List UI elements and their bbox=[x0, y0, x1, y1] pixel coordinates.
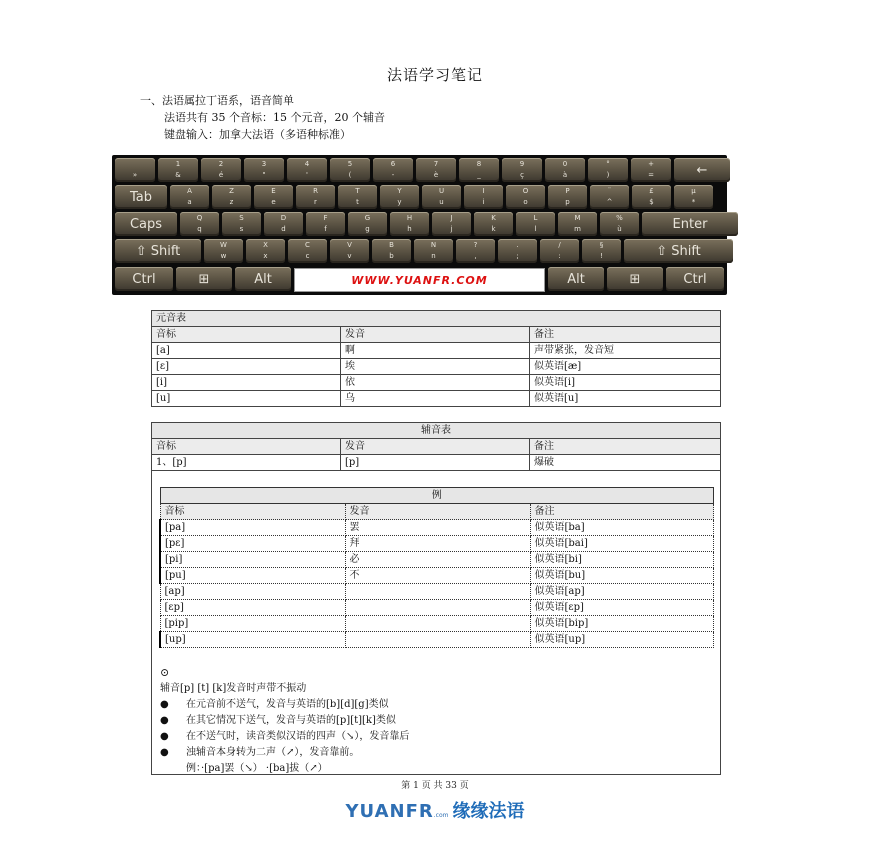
keyboard-key: + = bbox=[631, 158, 671, 182]
shift-key: ⇧ Shift bbox=[624, 239, 733, 263]
table-cell bbox=[345, 600, 530, 616]
keyboard-key: 7 è bbox=[416, 158, 456, 182]
intro-line: 一、法语属拉丁语系，语音简单 bbox=[140, 94, 294, 107]
keyboard-key: O o bbox=[506, 185, 545, 209]
website-logo: WWW.YUANFR.COM bbox=[294, 268, 545, 292]
bullet-text: 在元音前不送气，发音与英语的[b][d][g]类似 bbox=[186, 699, 389, 710]
keyboard-key: § ! bbox=[582, 239, 621, 263]
ctrl-key: Ctrl bbox=[115, 267, 173, 291]
notes-lead: 辅音[p] [t] [k]发音时声带不振动 bbox=[160, 683, 307, 694]
table-cell: [u] bbox=[152, 391, 341, 407]
table-cell: 埃 bbox=[341, 359, 530, 375]
table-row bbox=[160, 520, 714, 536]
table-cell: 似英语[ba] bbox=[530, 520, 714, 536]
table-cell: 似英语[ap] bbox=[530, 584, 714, 600]
table-cell: 乌 bbox=[341, 391, 530, 407]
keyboard-key: ¨ ^ bbox=[590, 185, 629, 209]
table-cell: 依 bbox=[341, 375, 530, 391]
table-row bbox=[152, 375, 721, 391]
table-row bbox=[160, 552, 714, 568]
keyboard-image bbox=[112, 155, 727, 295]
bullet-item bbox=[160, 697, 409, 713]
tab-key: Tab bbox=[115, 185, 167, 209]
page-footer: 第 1 页 共 33 页 bbox=[401, 781, 469, 791]
table-cell: 似英语[up] bbox=[530, 632, 714, 648]
table-cell: [a] bbox=[152, 343, 341, 359]
table-cell: [pip] bbox=[160, 616, 345, 632]
column-header: 音标 bbox=[152, 327, 341, 343]
keyboard-key: Q q bbox=[180, 212, 219, 236]
intro-block bbox=[140, 92, 385, 143]
column-header: 发音 bbox=[341, 439, 530, 455]
keyboard-key: 4 ' bbox=[287, 158, 327, 182]
table-cell: 似英语[æ] bbox=[530, 359, 721, 375]
keyboard-key: I i bbox=[464, 185, 503, 209]
column-header: 音标 bbox=[160, 504, 345, 520]
table-cell: [i] bbox=[152, 375, 341, 391]
table-cell: [pi] bbox=[160, 552, 345, 568]
bullet-item bbox=[160, 729, 409, 745]
keyboard-key: 3 " bbox=[244, 158, 284, 182]
table-cell: 啊 bbox=[341, 343, 530, 359]
column-header: 备注 bbox=[530, 439, 721, 455]
bullet-icon: ● bbox=[160, 715, 169, 726]
keyboard-key: 5 ( bbox=[330, 158, 370, 182]
keyboard-key: U u bbox=[422, 185, 461, 209]
keyboard-key: ° ) bbox=[588, 158, 628, 182]
table-row bbox=[152, 455, 721, 471]
bullet-text: 在其它情况下送气，发音与英语的[p][t][k]类似 bbox=[186, 715, 396, 726]
keyboard-key: 6 - bbox=[373, 158, 413, 182]
column-header: 音标 bbox=[152, 439, 341, 455]
bullet-icon: ● bbox=[160, 699, 169, 710]
table-row bbox=[152, 343, 721, 359]
keyboard-key: / : bbox=[540, 239, 579, 263]
example-line: 例：·[pa]罢（↘） ·[ba]拔（↗） bbox=[186, 763, 328, 774]
bullet-text: 在不送气时，读音类似汉语的四声（↘），发音靠后 bbox=[186, 731, 410, 742]
keyboard-key: A a bbox=[170, 185, 209, 209]
keyboard-key: C c bbox=[288, 239, 327, 263]
example-table bbox=[159, 487, 714, 648]
windows-key: ⊞ bbox=[607, 267, 663, 291]
page-title: 法语学习笔记 bbox=[386, 66, 483, 84]
table-row bbox=[160, 616, 714, 632]
table-cell: [ɛ] bbox=[152, 359, 341, 375]
table-cell: [pu] bbox=[160, 568, 345, 584]
intro-line: 键盘输入：加拿大法语（多语种标准） bbox=[164, 128, 351, 141]
table-cell: 似英语[u] bbox=[530, 391, 721, 407]
keyboard-key: P p bbox=[548, 185, 587, 209]
table-cell: [p] bbox=[341, 455, 530, 471]
table-row bbox=[160, 536, 714, 552]
keyboard-key: W w bbox=[204, 239, 243, 263]
bullet-text: 浊辅音本身转为二声（↗），发音靠前。 bbox=[186, 747, 360, 758]
alt-key: Alt bbox=[235, 267, 291, 291]
table-caption: 元音表 bbox=[152, 311, 721, 327]
consonant-table bbox=[151, 422, 721, 775]
keyboard-key: 8 _ bbox=[459, 158, 499, 182]
table-row bbox=[160, 632, 714, 648]
keyboard-key: Z z bbox=[212, 185, 251, 209]
table-cell: 拜 bbox=[345, 536, 530, 552]
column-header: 备注 bbox=[530, 504, 714, 520]
column-header: 发音 bbox=[341, 327, 530, 343]
keyboard-key: H h bbox=[390, 212, 429, 236]
table-caption: 例 bbox=[160, 488, 714, 504]
table-cell: 似英语[i] bbox=[530, 375, 721, 391]
column-header: 备注 bbox=[530, 327, 721, 343]
bullet-icon: ● bbox=[160, 731, 169, 742]
keyboard-key: G g bbox=[348, 212, 387, 236]
table-cell: 必 bbox=[345, 552, 530, 568]
bullet-item bbox=[160, 745, 409, 761]
keyboard-key: F f bbox=[306, 212, 345, 236]
table-row bbox=[152, 359, 721, 375]
table-cell: 似英语[bu] bbox=[530, 568, 714, 584]
column-header: 发音 bbox=[345, 504, 530, 520]
keyboard-key: 2 é bbox=[201, 158, 241, 182]
brand-logo bbox=[0, 797, 870, 823]
keyboard-row bbox=[115, 185, 724, 209]
keyboard-key: M m bbox=[558, 212, 597, 236]
keyboard-key: 0 à bbox=[545, 158, 585, 182]
keyboard-key: D d bbox=[264, 212, 303, 236]
table-cell bbox=[345, 632, 530, 648]
keyboard-key: K k bbox=[474, 212, 513, 236]
table-cell: 爆破 bbox=[530, 455, 721, 471]
keyboard-key: ? , bbox=[456, 239, 495, 263]
table-cell: [ɛp] bbox=[160, 600, 345, 616]
keyboard-row bbox=[115, 267, 724, 291]
keyboard-key: T t bbox=[338, 185, 377, 209]
table-cell: 声带紧张，发音短 bbox=[530, 343, 721, 359]
keyboard-key: B b bbox=[372, 239, 411, 263]
table-cell: [pa] bbox=[160, 520, 345, 536]
keyboard-key: E e bbox=[254, 185, 293, 209]
table-row bbox=[160, 600, 714, 616]
enter-key: Enter bbox=[642, 212, 738, 236]
keyboard-row bbox=[115, 158, 724, 182]
windows-key: ⊞ bbox=[176, 267, 232, 291]
circle-dot-icon: ⊙ bbox=[160, 666, 170, 679]
keyboard-row bbox=[115, 239, 724, 263]
brand-en: YUANFR bbox=[345, 801, 434, 822]
table-caption: 辅音表 bbox=[152, 423, 721, 439]
table-cell: [pɛ] bbox=[160, 536, 345, 552]
keyboard-key: % ù bbox=[600, 212, 639, 236]
consonant-table-head bbox=[151, 422, 721, 471]
table-row bbox=[152, 391, 721, 407]
caps-lock-key: Caps bbox=[115, 212, 177, 236]
brand-cn: 缘缘法语 bbox=[452, 801, 525, 822]
keyboard-key: N n bbox=[414, 239, 453, 263]
table-cell: 不 bbox=[345, 568, 530, 584]
keyboard-key: S s bbox=[222, 212, 261, 236]
vowel-table bbox=[151, 310, 721, 407]
keyboard-key: £ $ bbox=[632, 185, 671, 209]
notes-block bbox=[160, 665, 409, 777]
alt-key: Alt bbox=[548, 267, 604, 291]
table-row bbox=[160, 584, 714, 600]
brand-domain: .com bbox=[433, 812, 449, 819]
table-cell bbox=[345, 584, 530, 600]
table-cell: 1、[p] bbox=[152, 455, 341, 471]
keyboard-key: J j bbox=[432, 212, 471, 236]
table-cell: 似英语[bip] bbox=[530, 616, 714, 632]
bullet-item bbox=[160, 713, 409, 729]
backspace-key: ← bbox=[674, 158, 730, 182]
table-cell: 似英语[bi] bbox=[530, 552, 714, 568]
keyboard-key: 9 ç bbox=[502, 158, 542, 182]
ctrl-key: Ctrl bbox=[666, 267, 724, 291]
table-cell: 罢 bbox=[345, 520, 530, 536]
keyboard-key: L l bbox=[516, 212, 555, 236]
table-cell: [up] bbox=[160, 632, 345, 648]
keyboard-key: V v bbox=[330, 239, 369, 263]
keyboard-key: X x bbox=[246, 239, 285, 263]
table-cell: [ap] bbox=[160, 584, 345, 600]
keyboard-row bbox=[115, 212, 724, 236]
keyboard-key: Y y bbox=[380, 185, 419, 209]
intro-line: 法语共有 35 个音标：15 个元音，20 个辅音 bbox=[164, 111, 385, 124]
keyboard-key: R r bbox=[296, 185, 335, 209]
table-row bbox=[160, 568, 714, 584]
table-cell: 似英语[bai] bbox=[530, 536, 714, 552]
keyboard-key: 1 & bbox=[158, 158, 198, 182]
shift-key: ⇧ Shift bbox=[115, 239, 201, 263]
bullet-icon: ● bbox=[160, 747, 169, 758]
keyboard-key: » bbox=[115, 158, 155, 182]
table-cell bbox=[345, 616, 530, 632]
keyboard-key: µ * bbox=[674, 185, 713, 209]
keyboard-key: . ; bbox=[498, 239, 537, 263]
table-cell: 似英语[ɛp] bbox=[530, 600, 714, 616]
